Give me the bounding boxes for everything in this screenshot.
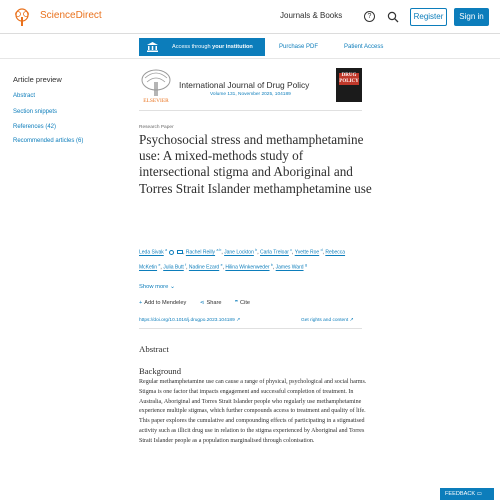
add-mendeley-button[interactable] xyxy=(139,300,192,306)
journal-cover-label: DRUG POLICY xyxy=(339,73,359,84)
author-affiliation: c xyxy=(290,248,293,252)
author-link[interactable]: Rebecca McKetin xyxy=(139,249,346,271)
sidebar-item-recommended[interactable]: Recommended articles (6) xyxy=(13,138,84,144)
elsevier-tree-logo[interactable] xyxy=(11,8,33,26)
header-divider xyxy=(139,110,362,111)
author-affiliation: b xyxy=(270,262,273,267)
external-link-icon: ↗ xyxy=(236,318,241,323)
purchase-pdf-link[interactable]: Purchase PDF xyxy=(279,44,319,50)
journal-title[interactable]: International Journal of Drug Policy xyxy=(179,80,310,90)
author-affiliation: a b xyxy=(216,248,222,252)
author-affiliation: g xyxy=(304,262,307,267)
plus-icon: + xyxy=(139,300,143,306)
paper-title: Psychosocial stress and methamphetamine use: A mixed-methods study of intersectional stigma and Aboriginal and Torres Strait Islander methamphetamine use xyxy=(139,132,372,196)
cite-label: Cite xyxy=(240,300,250,306)
author-affiliation: e xyxy=(220,262,223,267)
meta-divider xyxy=(139,328,362,329)
institution-icon xyxy=(147,42,158,52)
search-icon[interactable] xyxy=(387,11,399,23)
doi-text: https://doi.org/10.1016/j.drugpo.2023.104189 xyxy=(139,318,235,323)
author-link[interactable]: Rachel Reilly xyxy=(185,249,216,256)
help-icon[interactable]: ? xyxy=(364,11,375,22)
author-link[interactable]: James Ward xyxy=(275,264,304,271)
author-link[interactable]: Nadine Ezard xyxy=(188,264,220,271)
author-link[interactable]: Yvette Roe xyxy=(294,249,320,256)
author-link[interactable]: Hilina Winkenweder xyxy=(225,264,270,271)
sidebar-item-abstract[interactable]: Abstract xyxy=(13,93,36,99)
feedback-label: FEEDBACK xyxy=(445,491,476,497)
abstract-body: Regular methamphetamine use can cause a range of physical, psychological and social harms. Stigma is one factor that impacts engagement and successful completion of treatment. In Australia, Aboriginal and Torres Strait Islander people who regularly use methamphetamine experience multiple stigmas, which further compounds access to treatment and quality of life. This paper explores the cumulative and compounding effects of participating in a stigmatised activity such as illicit drug use in relation to the stigma experienced by Aboriginal and Torres Strait Islander people as a population marginalised through colonisation. xyxy=(139,379,367,444)
author-affiliation: f xyxy=(185,262,187,267)
sidebar-item-references[interactable]: References (42) xyxy=(13,124,57,130)
external-link-icon: ↗ xyxy=(349,318,354,323)
person-icon[interactable] xyxy=(169,250,174,255)
journal-volume[interactable]: Volume 131, November 2025, 104189 xyxy=(210,92,291,97)
quote-icon: ❞ xyxy=(235,300,239,306)
sign-in-button[interactable]: Sign in xyxy=(454,8,489,26)
access-prefix: Access through xyxy=(172,44,213,50)
author-affiliation: a xyxy=(165,248,168,252)
article-actions xyxy=(139,300,262,306)
author-affiliation: e xyxy=(158,262,161,267)
show-more-button[interactable] xyxy=(139,284,175,290)
journals-books-link[interactable]: Journals & Books xyxy=(280,11,343,20)
add-mendeley-label: Add to Mendeley xyxy=(144,300,187,306)
author-affiliation: d xyxy=(320,248,323,252)
chat-icon: ▭ xyxy=(476,491,483,497)
feedback-button[interactable] xyxy=(440,488,494,500)
author-link[interactable]: Julia Butt xyxy=(163,264,184,271)
background-heading: Background xyxy=(139,366,182,376)
elsevier-wordmark: ELSEVIER xyxy=(143,98,169,104)
author-link[interactable]: Leda Sivak xyxy=(139,249,164,256)
chevron-down-icon: ⌄ xyxy=(169,284,175,290)
share-button[interactable] xyxy=(200,300,228,306)
sciencedirect-brand[interactable]: ScienceDirect xyxy=(40,10,102,21)
patient-access-link[interactable]: Patient Access xyxy=(344,44,384,50)
abstract-heading: Abstract xyxy=(139,344,169,354)
register-button[interactable]: Register xyxy=(410,8,447,26)
cite-button[interactable] xyxy=(235,300,256,306)
rights-link[interactable] xyxy=(301,318,354,323)
show-more-label: Show more xyxy=(139,284,169,290)
share-label: Share xyxy=(206,300,222,306)
author-affiliation: b xyxy=(255,248,258,252)
author-list: Leda Sivak $^a$ , Rachel Reilly $^{a b}$, Jane Lockton $^b$, Carla Treloar $^c$, Yvette Roe $^d$, Rebecca McKetin $^e$, Julia Butt $^f$, Nadine Ezard $^e$, Hilina Winkenweder $^b$, James Ward $^g$ xyxy=(139,248,346,271)
rights-text: Get rights and content xyxy=(301,318,349,323)
doi-link[interactable] xyxy=(139,318,240,323)
paper-type: Research Paper xyxy=(139,125,174,130)
sidebar-item-section-snippets[interactable]: Section snippets xyxy=(13,109,58,115)
email-icon[interactable] xyxy=(177,250,183,254)
author-link[interactable]: Jane Lockton xyxy=(224,249,254,256)
share-icon: ⋖ xyxy=(199,300,205,306)
elsevier-publisher-logo[interactable] xyxy=(139,68,173,104)
access-bold: your institution xyxy=(212,44,253,50)
author-link[interactable]: Carla Treloar xyxy=(259,249,289,256)
sidebar-title: Article preview xyxy=(13,75,62,84)
